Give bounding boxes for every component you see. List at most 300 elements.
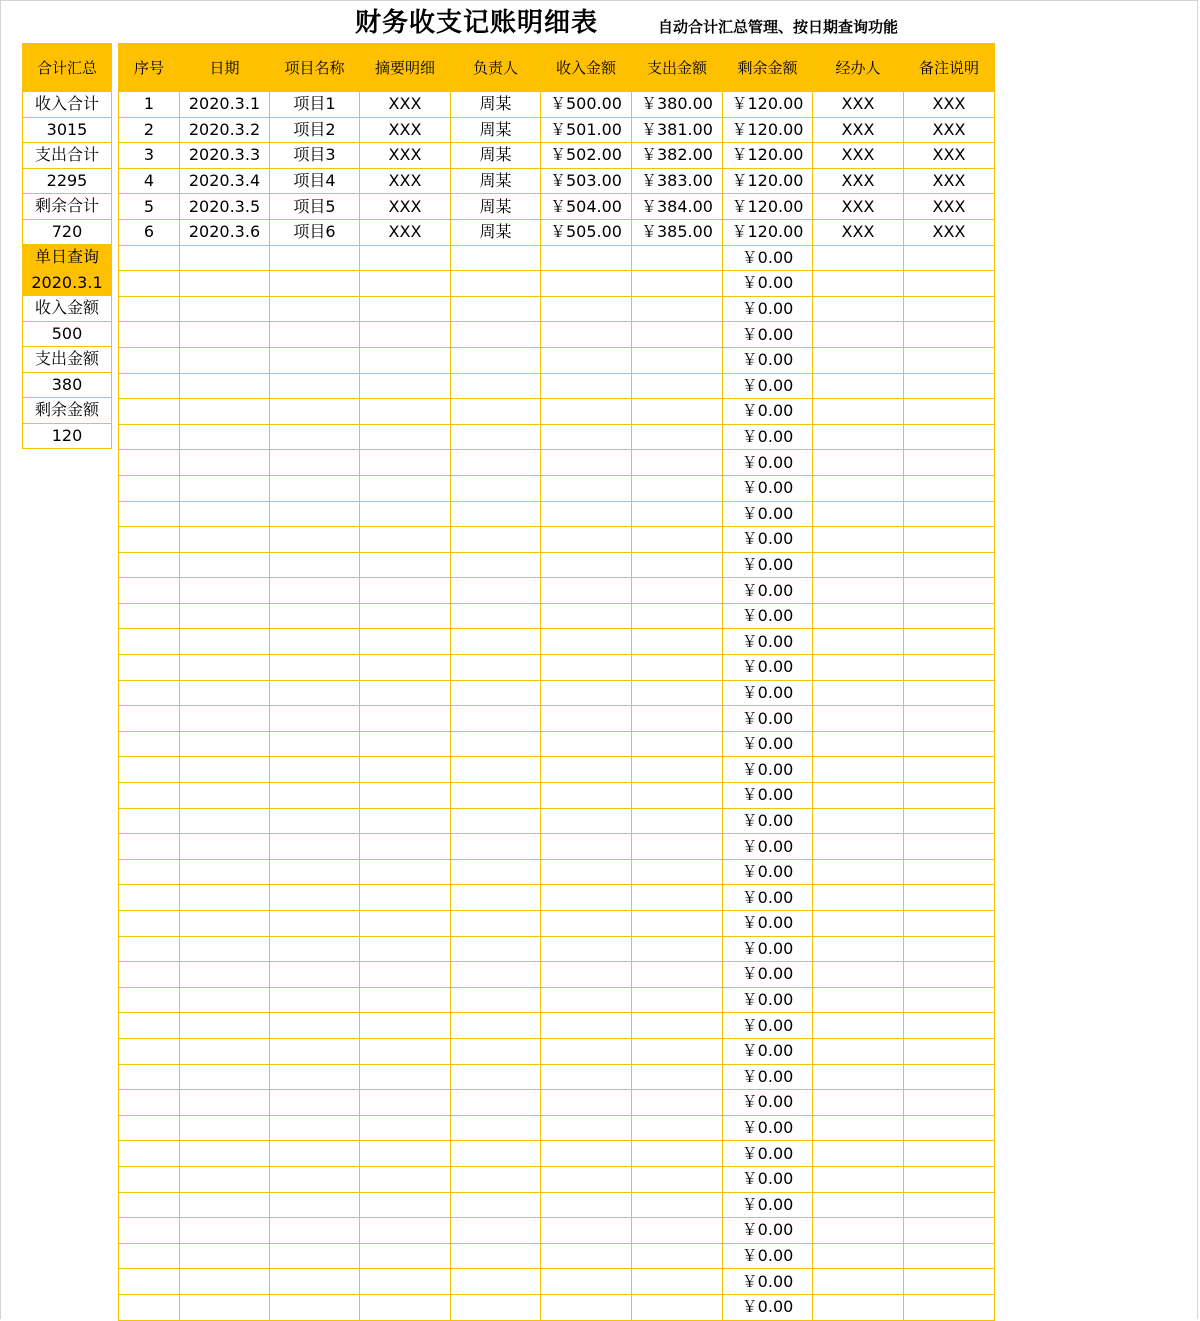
summary-cell[interactable]: 2295 — [23, 168, 112, 194]
table-cell[interactable] — [632, 783, 723, 809]
table-cell[interactable] — [813, 1115, 904, 1141]
table-cell[interactable] — [360, 987, 451, 1013]
table-cell[interactable] — [813, 911, 904, 937]
table-cell[interactable]: ￥0.00 — [723, 757, 813, 783]
table-cell[interactable] — [360, 1038, 451, 1064]
table-cell[interactable] — [180, 936, 270, 962]
table-cell[interactable] — [119, 1218, 180, 1244]
table-cell[interactable] — [813, 706, 904, 732]
table-cell[interactable] — [360, 1294, 451, 1320]
table-cell[interactable] — [270, 1243, 360, 1269]
table-cell[interactable]: XXX — [813, 117, 904, 143]
table-cell[interactable] — [904, 783, 995, 809]
table-cell[interactable]: 周某 — [451, 168, 541, 194]
table-cell[interactable]: XXX — [813, 92, 904, 118]
table-cell[interactable]: ￥0.00 — [723, 1166, 813, 1192]
table-cell[interactable] — [541, 629, 632, 655]
table-cell[interactable] — [270, 834, 360, 860]
table-cell[interactable] — [119, 834, 180, 860]
table-cell[interactable] — [541, 783, 632, 809]
table-cell[interactable] — [270, 1166, 360, 1192]
table-cell[interactable] — [813, 680, 904, 706]
table-cell[interactable] — [119, 347, 180, 373]
table-cell[interactable]: 2020.3.6 — [180, 219, 270, 245]
table-cell[interactable] — [119, 1166, 180, 1192]
table-cell[interactable] — [541, 1064, 632, 1090]
column-header[interactable]: 序号 — [119, 44, 180, 92]
table-cell[interactable]: ￥0.00 — [723, 655, 813, 681]
table-cell[interactable]: 周某 — [451, 92, 541, 118]
table-cell[interactable] — [180, 1064, 270, 1090]
table-cell[interactable]: ￥501.00 — [541, 117, 632, 143]
table-cell[interactable] — [541, 885, 632, 911]
summary-cell[interactable]: 支出合计 — [23, 143, 112, 169]
table-cell[interactable]: ￥120.00 — [723, 168, 813, 194]
table-cell[interactable] — [813, 399, 904, 425]
table-cell[interactable]: ￥0.00 — [723, 885, 813, 911]
table-cell[interactable] — [360, 450, 451, 476]
table-cell[interactable]: 项目6 — [270, 219, 360, 245]
table-cell[interactable] — [180, 527, 270, 553]
table-cell[interactable] — [541, 245, 632, 271]
column-header[interactable]: 支出金额 — [632, 44, 723, 92]
table-cell[interactable] — [119, 552, 180, 578]
table-cell[interactable] — [180, 783, 270, 809]
table-cell[interactable] — [632, 757, 723, 783]
table-cell[interactable] — [904, 731, 995, 757]
table-cell[interactable] — [813, 1090, 904, 1116]
table-cell[interactable] — [270, 911, 360, 937]
table-cell[interactable] — [360, 424, 451, 450]
table-cell[interactable] — [270, 450, 360, 476]
table-cell[interactable] — [180, 757, 270, 783]
table-cell[interactable] — [813, 1218, 904, 1244]
table-cell[interactable] — [270, 501, 360, 527]
table-cell[interactable] — [541, 680, 632, 706]
table-cell[interactable] — [180, 475, 270, 501]
table-cell[interactable] — [904, 987, 995, 1013]
table-cell[interactable] — [119, 655, 180, 681]
table-cell[interactable] — [180, 655, 270, 681]
table-cell[interactable] — [270, 322, 360, 348]
table-cell[interactable] — [270, 987, 360, 1013]
table-cell[interactable] — [119, 731, 180, 757]
table-cell[interactable] — [541, 603, 632, 629]
table-cell[interactable] — [119, 757, 180, 783]
table-cell[interactable] — [119, 706, 180, 732]
table-cell[interactable] — [904, 1141, 995, 1167]
table-cell[interactable] — [360, 296, 451, 322]
table-cell[interactable]: ￥120.00 — [723, 194, 813, 220]
table-cell[interactable]: ￥120.00 — [723, 143, 813, 169]
table-cell[interactable] — [632, 271, 723, 297]
table-cell[interactable] — [270, 373, 360, 399]
table-cell[interactable] — [813, 501, 904, 527]
table-cell[interactable] — [632, 1013, 723, 1039]
table-cell[interactable] — [119, 475, 180, 501]
table-cell[interactable] — [180, 731, 270, 757]
table-cell[interactable] — [632, 911, 723, 937]
table-cell[interactable] — [904, 552, 995, 578]
table-cell[interactable] — [904, 757, 995, 783]
table-cell[interactable]: ￥0.00 — [723, 552, 813, 578]
table-cell[interactable] — [180, 885, 270, 911]
table-cell[interactable] — [270, 859, 360, 885]
table-cell[interactable] — [360, 1192, 451, 1218]
table-cell[interactable] — [119, 373, 180, 399]
summary-cell[interactable]: 剩余金额 — [23, 398, 112, 424]
table-cell[interactable] — [904, 271, 995, 297]
table-cell[interactable]: ￥0.00 — [723, 322, 813, 348]
table-cell[interactable] — [541, 1038, 632, 1064]
table-cell[interactable] — [632, 424, 723, 450]
table-cell[interactable]: ￥380.00 — [632, 92, 723, 118]
summary-cell[interactable]: 剩余合计 — [23, 194, 112, 220]
table-cell[interactable]: ￥0.00 — [723, 501, 813, 527]
table-cell[interactable] — [451, 322, 541, 348]
table-cell[interactable] — [451, 911, 541, 937]
table-cell[interactable] — [180, 1243, 270, 1269]
table-cell[interactable] — [451, 1294, 541, 1320]
table-cell[interactable] — [904, 859, 995, 885]
table-cell[interactable]: 项目2 — [270, 117, 360, 143]
table-cell[interactable] — [270, 655, 360, 681]
table-cell[interactable] — [119, 1115, 180, 1141]
table-cell[interactable] — [119, 450, 180, 476]
table-cell[interactable] — [904, 680, 995, 706]
table-cell[interactable] — [119, 1243, 180, 1269]
table-cell[interactable] — [270, 885, 360, 911]
table-cell[interactable] — [813, 1064, 904, 1090]
table-cell[interactable] — [632, 373, 723, 399]
table-cell[interactable] — [119, 936, 180, 962]
table-cell[interactable] — [904, 296, 995, 322]
table-cell[interactable]: ￥500.00 — [541, 92, 632, 118]
table-cell[interactable] — [451, 1141, 541, 1167]
table-cell[interactable] — [813, 322, 904, 348]
table-cell[interactable] — [270, 962, 360, 988]
table-cell[interactable] — [119, 501, 180, 527]
table-cell[interactable] — [180, 1013, 270, 1039]
table-cell[interactable] — [541, 1192, 632, 1218]
column-header[interactable]: 摘要明细 — [360, 44, 451, 92]
table-cell[interactable] — [904, 808, 995, 834]
table-cell[interactable]: XXX — [360, 194, 451, 220]
table-cell[interactable] — [632, 1269, 723, 1295]
table-cell[interactable] — [180, 1141, 270, 1167]
table-cell[interactable] — [632, 578, 723, 604]
table-cell[interactable]: ￥0.00 — [723, 987, 813, 1013]
table-cell[interactable] — [904, 1166, 995, 1192]
table-cell[interactable] — [904, 1294, 995, 1320]
table-cell[interactable]: XXX — [360, 117, 451, 143]
table-cell[interactable] — [904, 655, 995, 681]
table-cell[interactable] — [451, 834, 541, 860]
table-cell[interactable] — [360, 885, 451, 911]
table-cell[interactable] — [632, 475, 723, 501]
table-cell[interactable] — [632, 706, 723, 732]
table-cell[interactable] — [270, 1013, 360, 1039]
table-cell[interactable]: XXX — [360, 143, 451, 169]
table-cell[interactable] — [180, 347, 270, 373]
table-cell[interactable] — [904, 322, 995, 348]
table-cell[interactable]: XXX — [904, 143, 995, 169]
table-cell[interactable] — [270, 424, 360, 450]
table-cell[interactable]: ￥381.00 — [632, 117, 723, 143]
table-cell[interactable] — [541, 936, 632, 962]
table-cell[interactable] — [904, 424, 995, 450]
table-cell[interactable] — [541, 1243, 632, 1269]
table-cell[interactable] — [451, 987, 541, 1013]
table-cell[interactable] — [813, 757, 904, 783]
table-cell[interactable] — [360, 271, 451, 297]
table-cell[interactable] — [360, 245, 451, 271]
table-cell[interactable] — [451, 475, 541, 501]
table-cell[interactable]: ￥0.00 — [723, 859, 813, 885]
table-cell[interactable] — [119, 578, 180, 604]
table-cell[interactable] — [180, 373, 270, 399]
table-cell[interactable] — [119, 1192, 180, 1218]
table-cell[interactable] — [541, 859, 632, 885]
table-cell[interactable] — [541, 475, 632, 501]
table-cell[interactable]: XXX — [904, 92, 995, 118]
table-cell[interactable] — [632, 1166, 723, 1192]
table-cell[interactable] — [360, 1090, 451, 1116]
table-cell[interactable] — [632, 501, 723, 527]
table-cell[interactable]: ￥0.00 — [723, 706, 813, 732]
table-cell[interactable] — [180, 706, 270, 732]
table-cell[interactable] — [813, 731, 904, 757]
table-cell[interactable]: ￥0.00 — [723, 629, 813, 655]
table-cell[interactable] — [119, 603, 180, 629]
table-cell[interactable] — [632, 680, 723, 706]
table-cell[interactable]: ￥0.00 — [723, 1038, 813, 1064]
table-cell[interactable] — [119, 629, 180, 655]
table-cell[interactable] — [360, 680, 451, 706]
table-cell[interactable] — [632, 987, 723, 1013]
table-cell[interactable]: 2020.3.5 — [180, 194, 270, 220]
table-cell[interactable] — [632, 450, 723, 476]
table-cell[interactable] — [360, 1269, 451, 1295]
table-cell[interactable]: ￥0.00 — [723, 399, 813, 425]
table-cell[interactable]: ￥502.00 — [541, 143, 632, 169]
table-cell[interactable] — [270, 527, 360, 553]
table-cell[interactable]: XXX — [904, 168, 995, 194]
table-cell[interactable] — [904, 1218, 995, 1244]
table-cell[interactable] — [541, 373, 632, 399]
table-cell[interactable] — [180, 501, 270, 527]
table-cell[interactable] — [904, 527, 995, 553]
column-header[interactable]: 剩余金额 — [723, 44, 813, 92]
table-cell[interactable] — [541, 527, 632, 553]
table-cell[interactable] — [451, 1038, 541, 1064]
table-cell[interactable] — [180, 987, 270, 1013]
table-cell[interactable] — [180, 578, 270, 604]
table-cell[interactable] — [360, 808, 451, 834]
table-cell[interactable] — [904, 962, 995, 988]
table-cell[interactable] — [360, 655, 451, 681]
table-cell[interactable] — [180, 1294, 270, 1320]
table-cell[interactable] — [270, 578, 360, 604]
summary-header-cell[interactable]: 合计汇总 — [23, 44, 112, 92]
table-cell[interactable] — [541, 962, 632, 988]
table-cell[interactable] — [180, 1269, 270, 1295]
table-cell[interactable] — [541, 271, 632, 297]
table-cell[interactable]: ￥0.00 — [723, 450, 813, 476]
table-cell[interactable] — [360, 1243, 451, 1269]
table-cell[interactable]: ￥382.00 — [632, 143, 723, 169]
table-cell[interactable]: ￥504.00 — [541, 194, 632, 220]
table-cell[interactable] — [632, 655, 723, 681]
table-cell[interactable] — [541, 1166, 632, 1192]
table-cell[interactable] — [541, 399, 632, 425]
table-cell[interactable] — [541, 987, 632, 1013]
table-cell[interactable] — [632, 629, 723, 655]
table-cell[interactable] — [270, 245, 360, 271]
table-cell[interactable] — [813, 271, 904, 297]
table-cell[interactable] — [360, 527, 451, 553]
table-cell[interactable] — [541, 501, 632, 527]
table-cell[interactable] — [180, 859, 270, 885]
table-cell[interactable]: ￥120.00 — [723, 92, 813, 118]
table-cell[interactable]: 1 — [119, 92, 180, 118]
table-cell[interactable] — [813, 450, 904, 476]
table-cell[interactable]: XXX — [813, 194, 904, 220]
table-cell[interactable] — [360, 1141, 451, 1167]
table-cell[interactable] — [813, 1141, 904, 1167]
table-cell[interactable] — [270, 783, 360, 809]
table-cell[interactable] — [270, 1115, 360, 1141]
summary-cell[interactable]: 单日查询 — [23, 245, 112, 271]
summary-cell[interactable]: 120 — [23, 423, 112, 449]
table-cell[interactable] — [360, 1064, 451, 1090]
table-cell[interactable] — [813, 1243, 904, 1269]
table-cell[interactable] — [451, 271, 541, 297]
table-cell[interactable]: 2 — [119, 117, 180, 143]
table-cell[interactable] — [451, 706, 541, 732]
table-cell[interactable]: ￥120.00 — [723, 219, 813, 245]
table-cell[interactable] — [632, 322, 723, 348]
table-cell[interactable] — [813, 987, 904, 1013]
table-cell[interactable] — [360, 1218, 451, 1244]
table-cell[interactable] — [904, 885, 995, 911]
table-cell[interactable]: ￥0.00 — [723, 1269, 813, 1295]
table-cell[interactable] — [813, 859, 904, 885]
table-cell[interactable] — [904, 475, 995, 501]
column-header[interactable]: 经办人 — [813, 44, 904, 92]
table-cell[interactable] — [119, 808, 180, 834]
table-cell[interactable] — [632, 1294, 723, 1320]
table-cell[interactable]: ￥0.00 — [723, 808, 813, 834]
table-cell[interactable] — [119, 783, 180, 809]
table-cell[interactable] — [904, 1064, 995, 1090]
table-cell[interactable]: ￥385.00 — [632, 219, 723, 245]
table-cell[interactable] — [119, 1294, 180, 1320]
table-cell[interactable] — [541, 1269, 632, 1295]
table-cell[interactable] — [360, 757, 451, 783]
table-cell[interactable] — [270, 271, 360, 297]
table-cell[interactable] — [541, 1218, 632, 1244]
table-cell[interactable] — [451, 808, 541, 834]
table-cell[interactable]: ￥0.00 — [723, 373, 813, 399]
table-cell[interactable] — [360, 962, 451, 988]
table-cell[interactable] — [451, 655, 541, 681]
table-cell[interactable] — [813, 936, 904, 962]
table-cell[interactable]: 周某 — [451, 194, 541, 220]
table-cell[interactable] — [541, 706, 632, 732]
table-cell[interactable] — [451, 731, 541, 757]
table-cell[interactable] — [541, 731, 632, 757]
table-cell[interactable] — [904, 578, 995, 604]
table-cell[interactable] — [360, 475, 451, 501]
table-cell[interactable] — [813, 603, 904, 629]
table-cell[interactable] — [180, 1218, 270, 1244]
table-cell[interactable] — [541, 450, 632, 476]
table-cell[interactable] — [180, 629, 270, 655]
table-cell[interactable]: XXX — [904, 117, 995, 143]
table-cell[interactable] — [360, 552, 451, 578]
table-cell[interactable] — [180, 1166, 270, 1192]
table-cell[interactable] — [451, 501, 541, 527]
table-cell[interactable]: 2020.3.2 — [180, 117, 270, 143]
table-cell[interactable]: ￥0.00 — [723, 834, 813, 860]
table-cell[interactable] — [904, 936, 995, 962]
table-cell[interactable] — [541, 1115, 632, 1141]
table-cell[interactable] — [180, 1192, 270, 1218]
table-cell[interactable] — [451, 578, 541, 604]
table-cell[interactable] — [451, 1013, 541, 1039]
column-header[interactable]: 日期 — [180, 44, 270, 92]
table-cell[interactable] — [270, 1294, 360, 1320]
table-cell[interactable] — [270, 629, 360, 655]
table-cell[interactable] — [904, 911, 995, 937]
table-cell[interactable] — [451, 373, 541, 399]
table-cell[interactable] — [119, 1064, 180, 1090]
table-cell[interactable]: ￥0.00 — [723, 347, 813, 373]
table-cell[interactable] — [541, 296, 632, 322]
table-cell[interactable] — [119, 1141, 180, 1167]
table-cell[interactable] — [360, 347, 451, 373]
table-cell[interactable] — [813, 962, 904, 988]
table-cell[interactable] — [632, 834, 723, 860]
column-header[interactable]: 收入金额 — [541, 44, 632, 92]
table-cell[interactable] — [270, 680, 360, 706]
table-cell[interactable] — [813, 655, 904, 681]
table-cell[interactable] — [632, 399, 723, 425]
table-cell[interactable]: XXX — [360, 219, 451, 245]
table-cell[interactable] — [904, 347, 995, 373]
table-cell[interactable]: ￥0.00 — [723, 1294, 813, 1320]
table-cell[interactable] — [360, 629, 451, 655]
table-cell[interactable] — [180, 834, 270, 860]
table-cell[interactable]: ￥0.00 — [723, 1115, 813, 1141]
table-cell[interactable]: ￥0.00 — [723, 680, 813, 706]
table-cell[interactable]: XXX — [360, 168, 451, 194]
table-cell[interactable] — [451, 1166, 541, 1192]
table-cell[interactable] — [632, 552, 723, 578]
table-cell[interactable] — [270, 1141, 360, 1167]
table-cell[interactable] — [119, 962, 180, 988]
table-cell[interactable]: XXX — [360, 92, 451, 118]
table-cell[interactable] — [541, 808, 632, 834]
table-cell[interactable]: 项目4 — [270, 168, 360, 194]
table-cell[interactable] — [813, 783, 904, 809]
table-cell[interactable] — [270, 1192, 360, 1218]
table-cell[interactable] — [451, 1269, 541, 1295]
table-cell[interactable]: ￥0.00 — [723, 271, 813, 297]
table-cell[interactable] — [632, 1192, 723, 1218]
table-cell[interactable] — [451, 603, 541, 629]
